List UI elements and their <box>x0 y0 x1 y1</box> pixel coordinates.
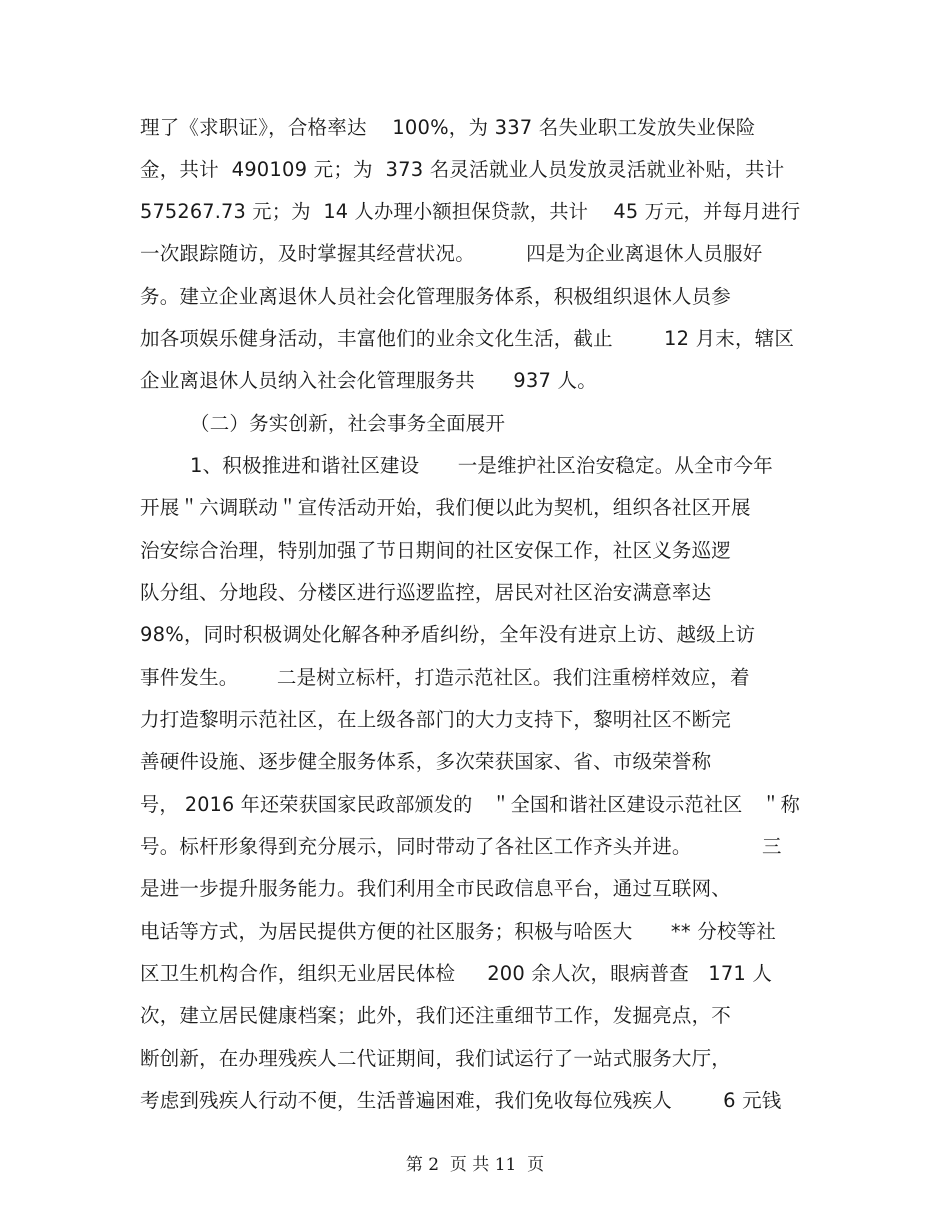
text-line: 断创新，在办理残疾人二代证期间，我们试运行了一站式服务大厅， <box>140 1047 732 1070</box>
text-line: 企业离退休人员纳入社会化管理服务共 937 人。 <box>140 369 597 392</box>
text-line: 次，建立居民健康档案；此外，我们还注重细节工作，发掘亮点，不 <box>140 1004 732 1027</box>
text-line: 治安综合治理，特别加强了节日期间的社区安保工作，社区义务巡逻 <box>140 539 732 562</box>
text-line: 金，共计 490109 元；为 373 名灵活就业人员发放灵活就业补贴，共计 <box>140 158 785 181</box>
text-line: 加各项娱乐健身活动，丰富他们的业余文化生活，截止 12 月末，辖区 <box>140 327 795 350</box>
text-line: 务。建立企业离退休人员社会化管理服务体系，积极组织退休人员参 <box>140 285 732 308</box>
text-line: 力打造黎明示范社区，在上级各部门的大力支持下，黎明社区不断完 <box>140 708 732 731</box>
text-line: 理了《求职证》，合格率达 100%，为 337 名失业职工发放失业保险 <box>140 116 756 139</box>
text-line: 区卫生机构合作，组织无业居民体检 200 余人次，眼病普查 171 人 <box>140 962 773 985</box>
text-line: 考虑到残疾人行动不便，生活普遍困难，我们免收每位残疾人 6 元钱 <box>140 1089 782 1112</box>
text-line: 开展＂六调联动＂宣传活动开始，我们便以此为契机，组织各社区开展 <box>140 496 751 519</box>
text-line: 575267.73 元；为 14 人办理小额担保贷款，共计 45 万元，并每月进行 <box>140 200 801 223</box>
subsection-heading: 1、积极推进和谐社区建设 一是维护社区治安稳定。从全市今年 <box>190 454 773 477</box>
text-line: 98%，同时积极调处化解各种矛盾纠纷，全年没有进京上访、越级上访 <box>140 623 756 646</box>
text-line: 事件发生。 二是树立标杆，打造示范社区。我们注重榜样效应，着 <box>140 666 750 689</box>
text-line: 队分组、分地段、分楼区进行巡逻监控，居民对社区治安满意率达 <box>140 581 712 604</box>
section-heading: （二）务实创新，社会事务全面展开 <box>190 412 506 435</box>
text-line: 一次跟踪随访，及时掌握其经营状况。 四是为企业离退休人员服好 <box>140 242 763 265</box>
text-line: 号。标杆形象得到充分展示，同时带动了各社区工作齐头并进。 三 <box>140 835 782 858</box>
text-line: 号， 2016 年还荣获国家民政部颁发的 ＂全国和谐社区建设示范社区 ＂称 <box>140 793 800 816</box>
page-footer: 第 2 页 共 11 页 <box>405 1155 545 1175</box>
text-line: 电话等方式，为居民提供方便的社区服务；积极与哈医大 ** 分校等社 <box>140 920 776 943</box>
text-line: 是进一步提升服务能力。我们利用全市民政信息平台，通过互联网、 <box>140 877 732 900</box>
text-line: 善硬件设施、逐步健全服务体系，多次荣获国家、省、市级荣誉称 <box>140 750 712 773</box>
